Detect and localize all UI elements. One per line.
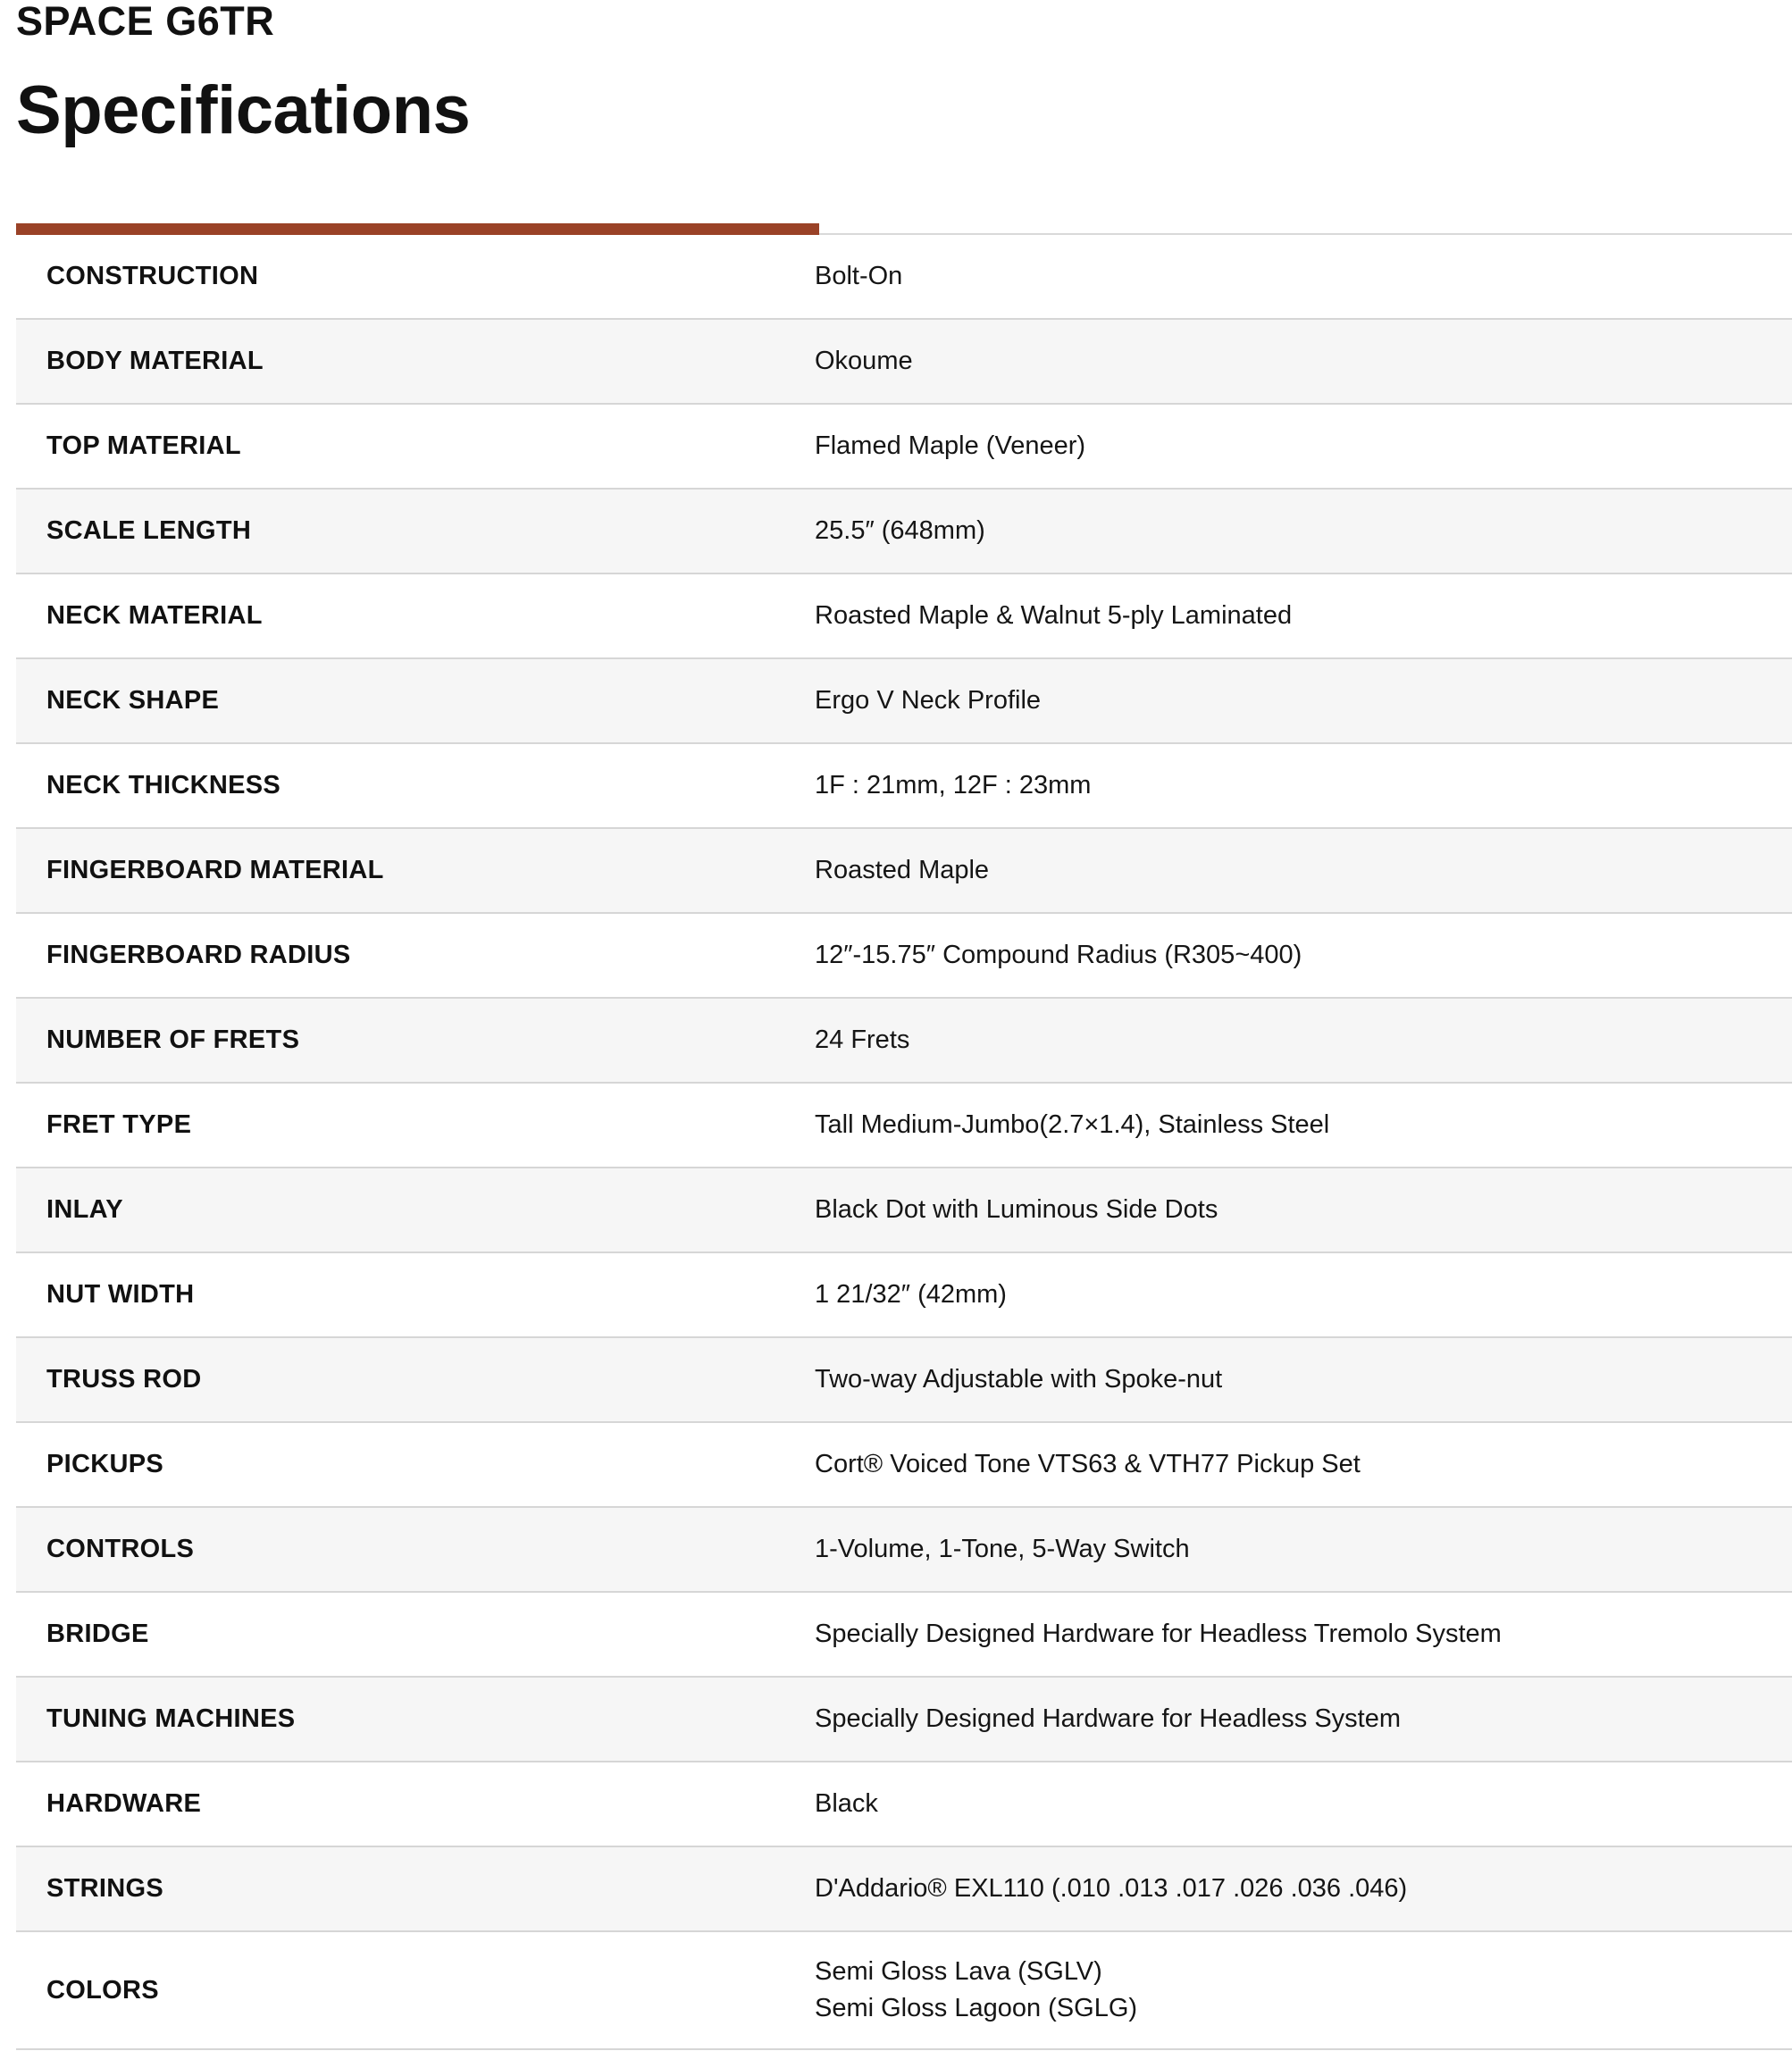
spec-label: TRUSS ROD <box>46 1365 202 1394</box>
spec-value: Two-way Adjustable with Spoke-nut <box>815 1365 1223 1394</box>
color-option: Semi Gloss Lagoon (SGLG) <box>815 1994 1138 2022</box>
spec-row-controls <box>16 1508 1792 1593</box>
spec-row-fingerboard-radius <box>16 914 1792 999</box>
spec-value: 1F : 21mm, 12F : 23mm <box>815 771 1092 799</box>
spec-value: Okoume <box>815 347 913 375</box>
spec-value: 1 21/32″ (42mm) <box>815 1280 1007 1309</box>
spec-label: TUNING MACHINES <box>46 1704 296 1733</box>
spec-row-number-of-frets <box>16 999 1792 1084</box>
spec-row-colors <box>16 1932 1792 2050</box>
spec-row-neck-thickness <box>16 744 1792 829</box>
spec-row-nut-width <box>16 1253 1792 1338</box>
spec-value: 1-Volume, 1-Tone, 5-Way Switch <box>815 1535 1190 1563</box>
spec-row-inlay <box>16 1168 1792 1253</box>
spec-label: SCALE LENGTH <box>46 516 252 545</box>
spec-label: TOP MATERIAL <box>46 431 241 460</box>
spec-value: Black Dot with Luminous Side Dots <box>815 1195 1218 1224</box>
spec-row-hardware <box>16 1762 1792 1847</box>
spec-label: NUMBER OF FRETS <box>46 1026 300 1054</box>
spec-value: Specially Designed Hardware for Headless Tremolo System <box>815 1620 1502 1648</box>
spec-row-truss-rod <box>16 1338 1792 1423</box>
spec-label: BRIDGE <box>46 1620 149 1648</box>
spec-row-construction <box>16 235 1792 320</box>
spec-row-neck-shape <box>16 659 1792 744</box>
spec-value: Bolt-On <box>815 262 903 290</box>
active-tab-indicator <box>16 223 819 235</box>
spec-label: COLORS <box>46 1975 159 2005</box>
spec-value: 12″-15.75″ Compound Radius (R305~400) <box>815 941 1302 969</box>
spec-row-neck-material <box>16 574 1792 659</box>
spec-value: Flamed Maple (Veneer) <box>815 431 1086 460</box>
spec-label: NUT WIDTH <box>46 1280 195 1309</box>
spec-label: CONTROLS <box>46 1535 195 1563</box>
spec-label: INLAY <box>46 1195 123 1224</box>
spec-label: FRET TYPE <box>46 1110 192 1139</box>
product-model: SPACE G6TR <box>16 0 275 44</box>
spec-label: PICKUPS <box>46 1450 164 1478</box>
color-option: Semi Gloss Lava (SGLV) <box>815 1957 1102 1986</box>
spec-row-scale-length <box>16 490 1792 574</box>
page-title: Specifications <box>16 72 471 148</box>
spec-label: NECK MATERIAL <box>46 601 263 630</box>
spec-table <box>16 235 1792 2050</box>
spec-value: Roasted Maple <box>815 856 990 884</box>
spec-label: FINGERBOARD MATERIAL <box>46 856 384 884</box>
spec-value: Black <box>815 1789 878 1818</box>
spec-label: HARDWARE <box>46 1789 202 1818</box>
spec-label: NECK THICKNESS <box>46 771 281 799</box>
spec-value: Roasted Maple & Walnut 5-ply Laminated <box>815 601 1293 630</box>
spec-value: Specially Designed Hardware for Headless System <box>815 1704 1402 1733</box>
spec-row-bridge <box>16 1593 1792 1678</box>
spec-label: CONSTRUCTION <box>46 262 259 290</box>
spec-row-fret-type <box>16 1084 1792 1168</box>
spec-value: Ergo V Neck Profile <box>815 686 1042 715</box>
spec-row-body-material <box>16 320 1792 405</box>
spec-value: Cort® Voiced Tone VTS63 & VTH77 Pickup Set <box>815 1450 1361 1478</box>
spec-row-pickups <box>16 1423 1792 1508</box>
spec-label: FINGERBOARD RADIUS <box>46 941 351 969</box>
spec-row-tuning-machines <box>16 1678 1792 1762</box>
spec-row-fingerboard-material <box>16 829 1792 914</box>
spec-label: NECK SHAPE <box>46 686 220 715</box>
spec-row-top-material <box>16 405 1792 490</box>
spec-value: 24 Frets <box>815 1026 910 1054</box>
spec-value: 25.5″ (648mm) <box>815 516 985 545</box>
spec-row-strings <box>16 1847 1792 1932</box>
spec-label: BODY MATERIAL <box>46 347 264 375</box>
spec-value-list <box>815 1954 1792 2027</box>
spec-value: D'Addario® EXL110 (.010 .013 .017 .026 .036 .046) <box>815 1874 1408 1903</box>
spec-value: Tall Medium-Jumbo(2.7×1.4), Stainless Steel <box>815 1110 1330 1139</box>
spec-label: STRINGS <box>46 1874 163 1903</box>
